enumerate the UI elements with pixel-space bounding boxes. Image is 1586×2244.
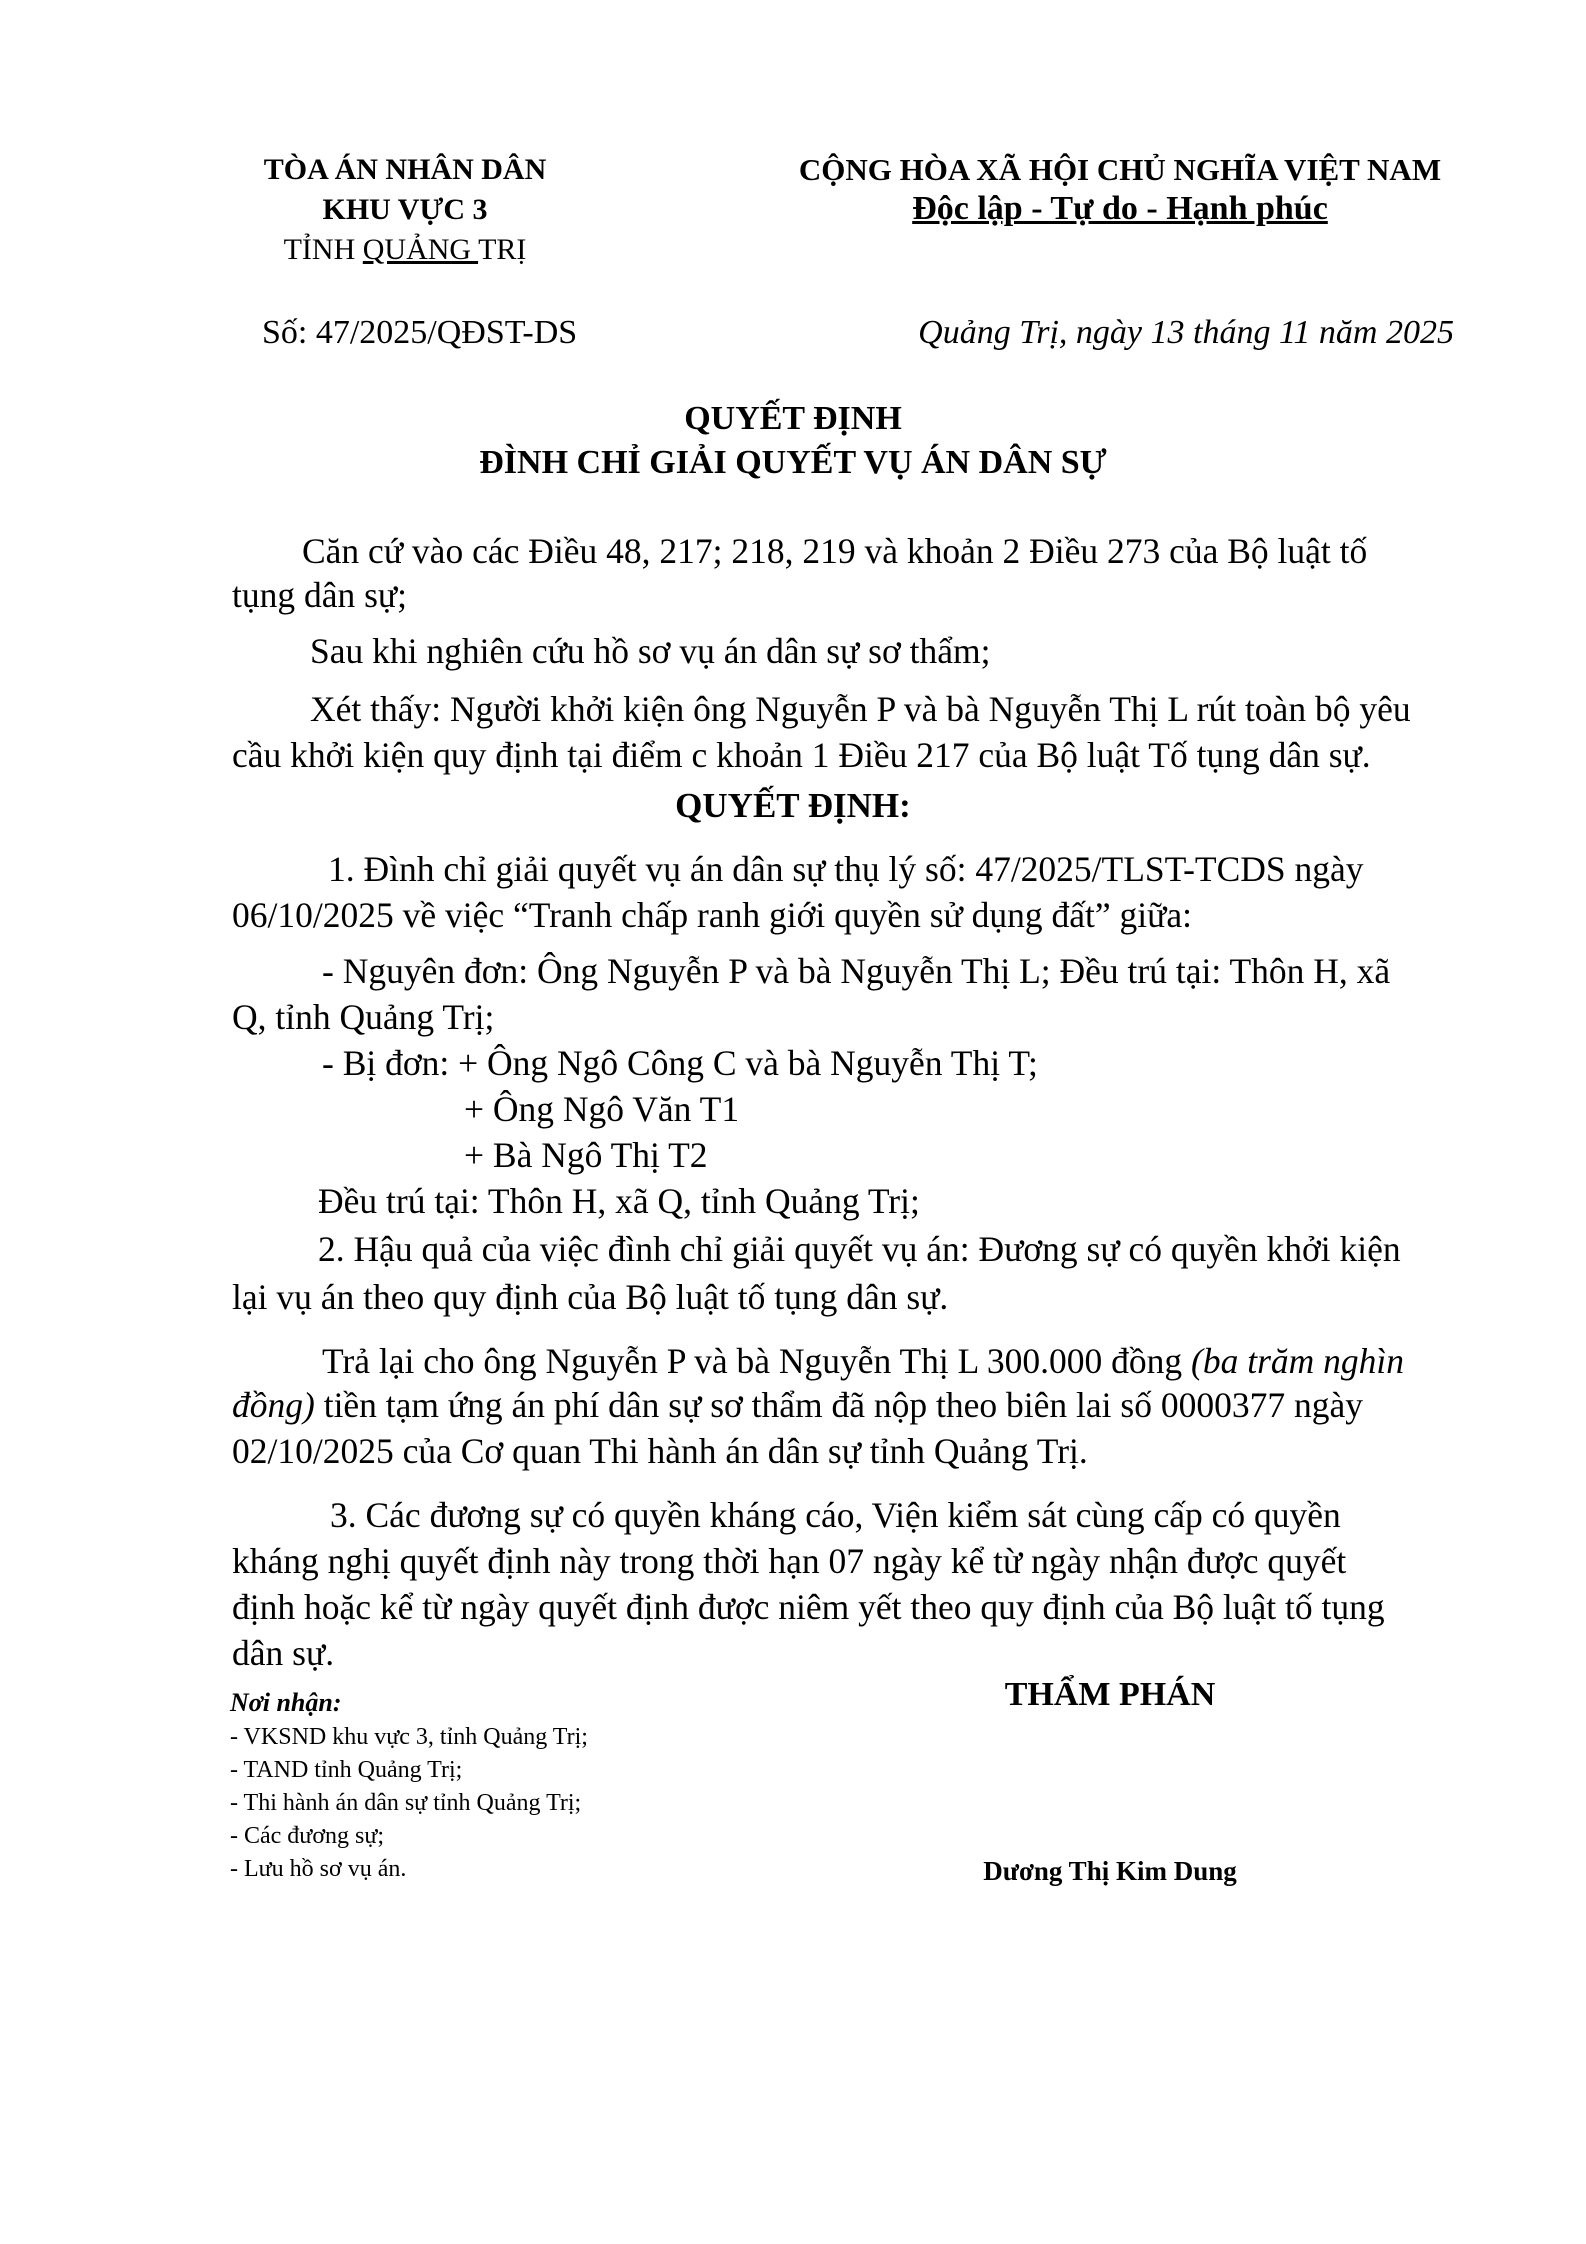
decision-item3-line4: dân sự. [232, 1633, 335, 1673]
nation-name: CỘNG HÒA XÃ HỘI CHỦ NGHĨA VIỆT NAM [798, 152, 1442, 187]
decision-item1-line2: 06/10/2025 về việc “Tranh chấp ranh giới quyền sử dụng đất” giữa: [232, 895, 1193, 935]
recipient-item: - VKSND khu vực 3, tỉnh Quảng Trị; [230, 1724, 588, 1750]
signer-title: THẨM PHÁN [1004, 1676, 1216, 1713]
national-motto-wrap [770, 188, 1470, 230]
signer-name: Dương Thị Kim Dung [983, 1856, 1237, 1886]
legal-basis-line2: tụng dân sự; [232, 575, 408, 615]
national-motto: Độc lập - Tự do - Hạnh phúc [912, 190, 1328, 227]
decision-item3-line2: kháng nghị quyết định này trong thời hạn 07 ngày kể từ ngày nhận được quyết [232, 1541, 1347, 1581]
recipient-item: - TAND tỉnh Quảng Trị; [230, 1757, 463, 1783]
consideration-line1: Xét thấy: Người khởi kiện ông Nguyễn P và bà Nguyễn Thị L rút toàn bộ yêu [310, 689, 1411, 729]
court-name-line2: KHU VỰC 3 [322, 193, 488, 226]
recipient-item: - Lưu hồ sơ vụ án. [230, 1856, 407, 1882]
defendant-line3: + Bà Ngô Thị T2 [464, 1135, 708, 1175]
review-statement: Sau khi nghiên cứu hồ sơ vụ án dân sự sơ thẩm; [310, 631, 991, 671]
defendant-residence: Đều trú tại: Thôn H, xã Q, tỉnh Quảng Trị; [318, 1181, 920, 1221]
decision-item3-line1: 3. Các đương sự có quyền kháng cáo, Viện kiểm sát cùng cấp có quyền [330, 1495, 1341, 1535]
refund-amount-words-end: đồng) [232, 1385, 315, 1425]
consideration-line2: cầu khởi kiện quy định tại điểm c khoản 1 Điều 217 của Bộ luật Tố tụng dân sự. [232, 735, 1371, 775]
court-name-line3 [220, 230, 590, 270]
defendant-line2: + Ông Ngô Văn T1 [464, 1089, 740, 1129]
recipients-heading: Nơi nhận: [230, 1688, 342, 1717]
refund-line2 [232, 1382, 1363, 1429]
recipient-item: - Các đương sự; [230, 1823, 385, 1849]
court-province-underlined: QUẢNG [362, 233, 479, 266]
decision-item2-line1: 2. Hậu quả của việc đình chỉ giải quyết vụ án: Đương sự có quyền khởi kiện [318, 1229, 1401, 1269]
legal-basis-line1: Căn cứ vào các Điều 48, 217; 218, 219 và khoản 2 Điều 273 của Bộ luật tố [302, 531, 1368, 571]
decision-item3-line3: định hoặc kể từ ngày quyết định được niêm yết theo quy định của Bộ luật tố tụng [232, 1587, 1385, 1627]
court-province-prefix: TỈNH [283, 233, 363, 266]
court-name-line1: TÒA ÁN NHÂN DÂN [263, 153, 547, 186]
defendant-line1: - Bị đơn: + Ông Ngô Công C và bà Nguyễn Thị T; [322, 1043, 1038, 1083]
refund-line3: 02/10/2025 của Cơ quan Thi hành án dân sự tỉnh Quảng Trị. [232, 1431, 1088, 1471]
document-number: Số: 47/2025/QĐST-DS [262, 314, 578, 351]
refund-line2-text: tiền tạm ứng án phí dân sự sơ thẩm đã nộp theo biên lai số 0000377 ngày [314, 1385, 1363, 1425]
decision-item1-line1: 1. Đình chỉ giải quyết vụ án dân sự thụ lý số: 47/2025/TLST-TCDS ngày [328, 849, 1364, 889]
refund-line1-text: Trả lại cho ông Nguyễn P và bà Nguyễn Thị L 300.000 đồng [322, 1341, 1192, 1381]
document-title: QUYẾT ĐỊNH [684, 400, 902, 437]
court-province-suffix: TRỊ [478, 233, 527, 266]
decision-item2-line2: lại vụ án theo quy định của Bộ luật tố tụng dân sự. [232, 1277, 949, 1317]
document-subtitle: ĐÌNH CHỈ GIẢI QUYẾT VỤ ÁN DÂN SỰ [479, 444, 1107, 481]
place-and-date: Quảng Trị, ngày 13 tháng 11 năm 2025 [918, 314, 1454, 351]
plaintiff-line1: - Nguyên đơn: Ông Nguyễn P và bà Nguyễn Thị L; Đều trú tại: Thôn H, xã [322, 951, 1391, 991]
refund-line1 [322, 1338, 1404, 1385]
refund-amount-words: (ba trăm nghìn [1191, 1341, 1405, 1381]
plaintiff-line2: Q, tỉnh Quảng Trị; [232, 997, 495, 1037]
recipient-item: - Thi hành án dân sự tỉnh Quảng Trị; [230, 1790, 582, 1816]
decision-heading: QUYẾT ĐỊNH: [675, 786, 911, 825]
